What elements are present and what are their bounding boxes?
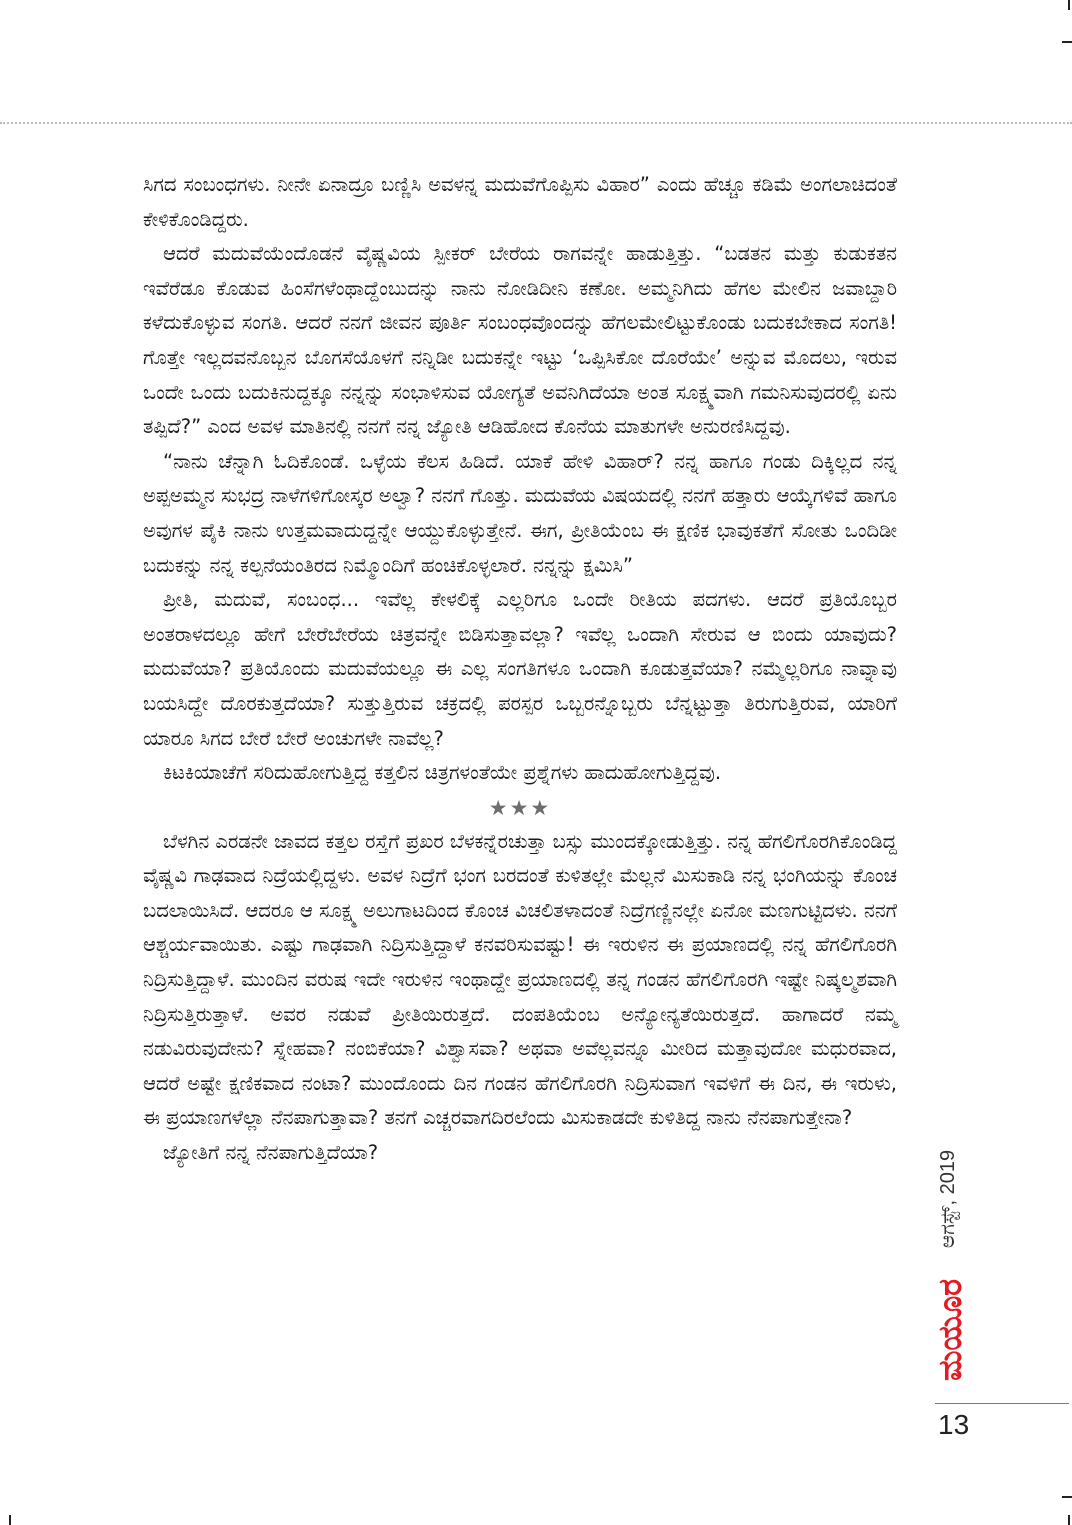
article-body	[143, 168, 897, 1171]
paragraph: ಬೆಳಗಿನ ಎರಡನೇ ಜಾವದ ಕತ್ತಲ ರಸ್ತೆಗೆ ಪ್ರಖರ ಬೆಳಕನ್ನೆರಚುತ್ತಾ ಬಸ್ಸು ಮುಂದಕ್ಕೋಡುತ್ತಿತ್ತು. ನನ್ನ ಹೆಗಲಿಗೊರಗಿಕೊಂಡಿದ್ದ ವೈಷ್ಣವಿ ಗಾಢವಾದ ನಿದ್ರೆಯಲ್ಲಿದ್ದಳು. ಅವಳ ನಿದ್ರೆಗೆ ಭಂಗ ಬರದಂತೆ ಕುಳಿತಲ್ಲೇ ಮೆಲ್ಲನೆ ಮಿಸುಕಾಡಿ ನನ್ನ ಭಂಗಿಯನ್ನು ಕೊಂಚ ಬದಲಾಯಿಸಿದೆ. ಆದರೂ ಆ ಸೂಕ್ಷ್ಮ ಅಲುಗಾಟದಿಂದ ಕೊಂಚ ವಿಚಲಿತಳಾದಂತೆ ನಿದ್ರೆಗಣ್ಣಿನಲ್ಲೇ ಏನೋ ಮಣಗುಟ್ಟಿದಳು. ನನಗೆ ಆಶ್ಚರ್ಯವಾಯಿತು. ಎಷ್ಟು ಗಾಢವಾಗಿ ನಿದ್ರಿಸುತ್ತಿದ್ದಾಳೆ ಕನವರಿಸುವಷ್ಟು! ಈ ಇರುಳಿನ ಈ ಪ್ರಯಾಣದಲ್ಲಿ ನನ್ನ ಹೆಗಲಿಗೊರಗಿ ನಿದ್ರಿಸುತ್ತಿದ್ದಾಳೆ. ಮುಂದಿನ ವರುಷ ಇದೇ ಇರುಳಿನ ಇಂಥಾದ್ದೇ ಪ್ರಯಾಣದಲ್ಲಿ ತನ್ನ ಗಂಡನ ಹೆಗಲಿಗೊರಗಿ ಇಷ್ಟೇ ನಿಷ್ಕಲ್ಮಶವಾಗಿ ನಿದ್ರಿಸುತ್ತಿರುತ್ತಾಳೆ. ಅವರ ನಡುವೆ ಪ್ರೀತಿಯಿರುತ್ತದೆ. ದಂಪತಿಯೆಂಬ ಅನ್ಯೋನ್ಯತೆಯಿರುತ್ತದೆ. ಹಾಗಾದರೆ ನಮ್ಮ ನಡುವಿರುವುದೇನು? ಸ್ನೇಹವಾ? ನಂಬಿಕೆಯಾ? ವಿಶ್ವಾಸವಾ? ಅಥವಾ ಅವೆಲ್ಲವನ್ನೂ ಮೀರಿದ ಮತ್ತಾವುದೋ ಮಧುರವಾದ, ಆದರೆ ಅಷ್ಟೇ ಕ್ಷಣಿಕವಾದ ನಂಟಾ? ಮುಂದೊಂದು ದಿನ ಗಂಡನ ಹೆಗಲಿಗೊರಗಿ ನಿದ್ರಿಸುವಾಗ ಇವಳಿಗೆ ಈ ದಿನ, ಈ ಇರುಳು, ಈ ಪ್ರಯಾಣಗಳೆಲ್ಲಾ ನೆನಪಾಗುತ್ತಾವಾ? ತನಗೆ ಎಚ್ಚರವಾಗದಿರಲೆಂದು ಮಿಸುಕಾಡದೇ ಕುಳಿತಿದ್ದ ನಾನು ನೆನಪಾಗುತ್ತೇನಾ?	[143, 829, 897, 1130]
paragraph: ಪ್ರೀತಿ, ಮದುವೆ, ಸಂಬಂಧ... ಇವೆಲ್ಲ ಕೇಳಲಿಕ್ಕೆ ಎಲ್ಲರಿಗೂ ಒಂದೇ ರೀತಿಯ ಪದಗಳು. ಆದರೆ ಪ್ರತಿಯೊಬ್ಬರ ಅಂತರಾಳದಲ್ಲೂ ಹೇಗೆ ಬೇರೆಬೇರೆಯ ಚಿತ್ರವನ್ನೇ ಬಿಡಿಸುತ್ತಾವಲ್ಲಾ? ಇವೆಲ್ಲ ಒಂದಾಗಿ ಸೇರುವ ಆ ಬಿಂದು ಯಾವುದು? ಮದುವೆಯಾ? ಪ್ರತಿಯೊಂದು ಮದುವೆಯಲ್ಲೂ ಈ ಎಲ್ಲ ಸಂಗತಿಗಳೂ ಒಂದಾಗಿ ಕೂಡುತ್ತವೆಯಾ? ನಮ್ಮೆಲ್ಲರಿಗೂ ನಾವ್ನಾವು ಬಯಸಿದ್ದೇ ದೊರಕುತ್ತದೆಯಾ? ಸುತ್ತುತ್ತಿರುವ ಚಕ್ರದಲ್ಲಿ ಪರಸ್ಪರ ಒಬ್ಬರನ್ನೊಬ್ಬರು ಬೆನ್ನಟ್ಟುತ್ತಾ ತಿರುಗುತ್ತಿರುವ, ಯಾರಿಗೆ ಯಾರೂ ಸಿಗದ ಬೇರೆ ಬೇರೆ ಅಂಚುಗಳೇ ನಾವೆಲ್ಲ?	[143, 588, 897, 750]
folio-rule	[935, 1403, 1069, 1404]
magazine-logo: ಮಯೂರ	[931, 1278, 969, 1381]
section-separator: ★★★	[488, 795, 552, 820]
paragraph: ಸಿಗದ ಸಂಬಂಧಗಳು. ನೀನೇ ಏನಾದ್ರೂ ಬಣ್ಣಿಸಿ ಅವಳನ್ನ ಮದುವೆಗೊಪ್ಪಿಸು ವಿಹಾರ” ಎಂದು ಹೆಚ್ಚೂ ಕಡಿಮೆ ಅಂಗಲಾಚಿದಂತೆ ಕೇಳಿಕೊಂಡಿದ್ದರು.	[143, 173, 897, 231]
sidebar	[930, 1110, 970, 1410]
paragraph: ಜ್ಯೋತಿಗೆ ನನ್ನ ನೆನಪಾಗುತ್ತಿದೆಯಾ?	[163, 1141, 379, 1165]
paragraph: ಆದರೆ ಮದುವೆಯೆಂದೊಡನೆ ವೈಷ್ಣವಿಯ ಸ್ಪೀಕರ್ ಬೇರೆಯ ರಾಗವನ್ನೇ ಹಾಡುತ್ತಿತ್ತು. “ಬಡತನ ಮತ್ತು ಕುಡುಕತನ ಇವೆರೆಡೂ ಕೊಡುವ ಹಿಂಸೆಗಳೆಂಥಾದ್ದೆಂಬುದನ್ನು ನಾನು ನೋಡಿದೀನಿ ಕಣೋ. ಅಮ್ಮನಿಗಿದು ಹೆಗಲ ಮೇಲಿನ ಜವಾಬ್ದಾರಿ ಕಳೆದುಕೊಳ್ಳುವ ಸಂಗತಿ. ಆದರೆ ನನಗೆ ಜೀವನ ಪೂರ್ತಿ ಸಂಬಂಧವೊಂದನ್ನು ಹೆಗಲಮೇಲಿಟ್ಟುಕೊಂಡು ಬದುಕಬೇಕಾದ ಸಂಗತಿ! ಗೊತ್ತೇ ಇಲ್ಲದವನೊಬ್ಬನ ಬೊಗಸೆಯೊಳಗೆ ನನ್ನಿಡೀ ಬದುಕನ್ನೇ ಇಟ್ಟು ‘ಒಪ್ಪಿಸಿಕೋ ದೊರೆಯೇ’ ಅನ್ನುವ ಮೊದಲು, ಇರುವ ಒಂದೇ ಒಂದು ಬದುಕಿನುದ್ದಕ್ಕೂ ನನ್ನನ್ನು ಸಂಭಾಳಿಸುವ ಯೋಗ್ಯತೆ ಅವನಿಗಿದೆಯಾ ಅಂತ ಸೂಕ್ಷ್ಮವಾಗಿ ಗಮನಿಸುವುದರಲ್ಲಿ ಏನು ತಪ್ಪಿದೆ?” ಎಂದ ಅವಳ ಮಾತಿನಲ್ಲಿ ನನಗೆ ನನ್ನ ಜ್ಯೋತಿ ಆಡಿಹೋದ ಕೊನೆಯ ಮಾತುಗಳೇ ಅನುರಣಿಸಿದ್ದವು.	[143, 242, 897, 439]
issue-date: ಆಗಸ್ಟ್, 2019	[937, 1149, 959, 1249]
crop-mark-bottom-left	[9, 1515, 11, 1525]
crop-mark-right-upper	[1062, 41, 1072, 43]
crop-mark-right-lower	[1062, 1496, 1072, 1498]
paragraph: ಕಿಟಕಿಯಾಚೆಗೆ ಸರಿದುಹೋಗುತ್ತಿದ್ದ ಕತ್ತಲಿನ ಚಿತ್ರಗಳಂತೆಯೇ ಪ್ರಶ್ನೆಗಳು ಹಾದುಹೋಗುತ್ತಿದ್ದವು.	[163, 761, 722, 785]
crop-mark-bottom-right	[1068, 1515, 1070, 1525]
header-dotted-rule	[0, 122, 1072, 124]
page-number: 13	[938, 1409, 970, 1440]
crop-mark-top-right	[1068, 0, 1070, 10]
paragraph: “ನಾನು ಚೆನ್ನಾಗಿ ಓದಿಕೊಂಡೆ. ಒಳ್ಳೆಯ ಕೆಲಸ ಹಿಡಿದೆ. ಯಾಕೆ ಹೇಳಿ ವಿಹಾರ್? ನನ್ನ ಹಾಗೂ ಗಂಡು ದಿಕ್ಕಿಲ್ಲದ ನನ್ನ ಅಪ್ಪಅಮ್ಮನ ಸುಭದ್ರ ನಾಳೆಗಳಿಗೋಸ್ಕರ ಅಲ್ವಾ? ನನಗೆ ಗೊತ್ತು. ಮದುವೆಯ ವಿಷಯದಲ್ಲಿ ನನಗೆ ಹತ್ತಾರು ಆಯ್ಕೆಗಳಿವೆ ಹಾಗೂ ಅವುಗಳ ಪೈಕಿ ನಾನು ಉತ್ತಮವಾದುದ್ದನ್ನೇ ಆಯ್ದುಕೊಳ್ಳುತ್ತೇನೆ. ಈಗ, ಪ್ರೀತಿಯೆಂಬ ಈ ಕ್ಷಣಿಕ ಭಾವುಕತೆಗೆ ಸೋತು ಒಂದಿಡೀ ಬದುಕನ್ನು ನನ್ನ ಕಲ್ಪನೆಯಂತಿರದ ನಿಮ್ಮೊಂದಿಗೆ ಹಂಚಿಕೊಳ್ಳಲಾರೆ. ನನ್ನನ್ನು ಕ್ಷಮಿಸಿ”	[143, 449, 897, 577]
